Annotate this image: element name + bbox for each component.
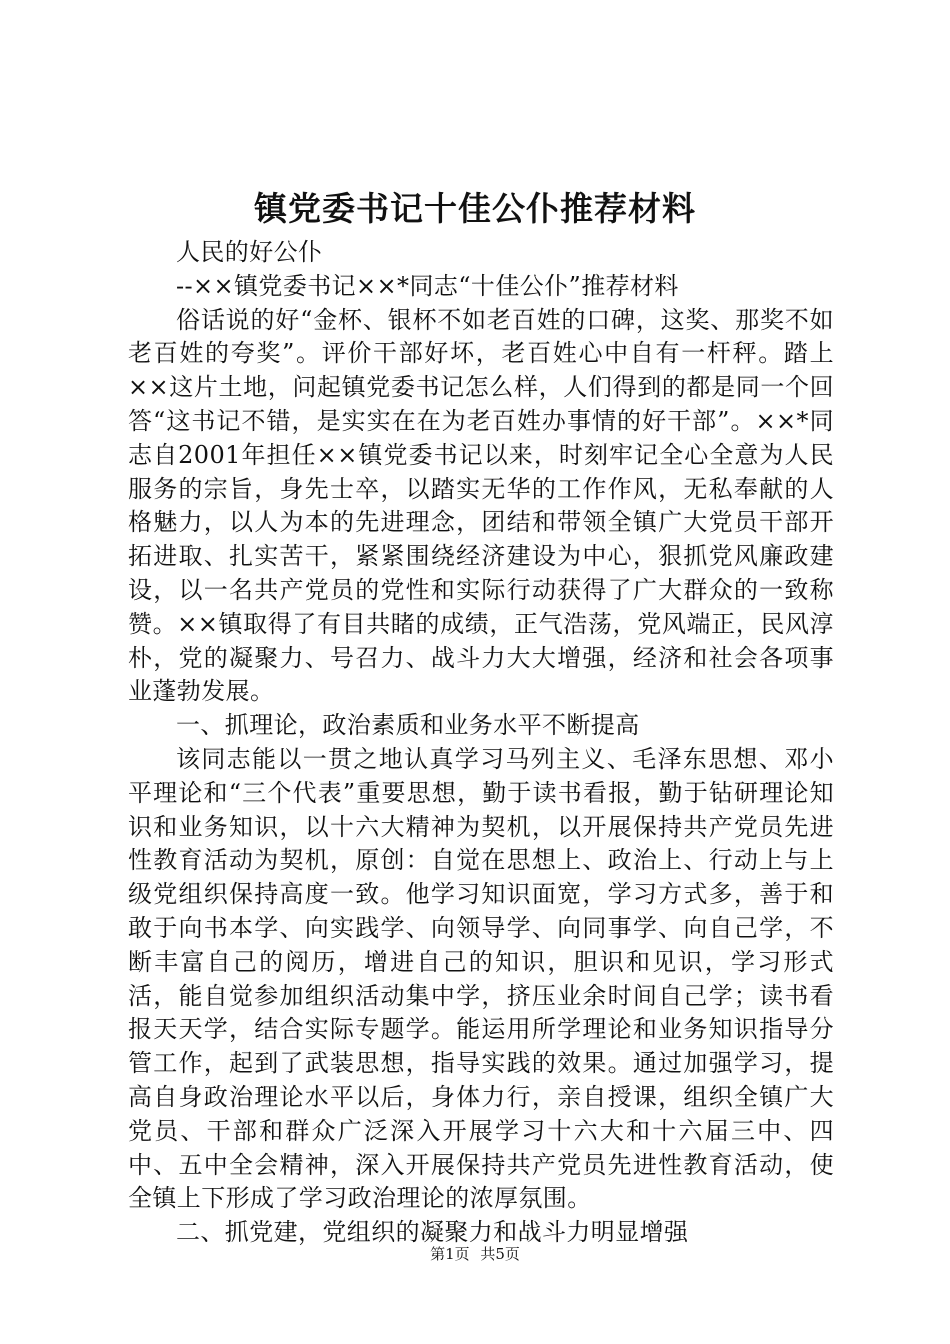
page-number: 第1页 — [430, 1245, 470, 1263]
page-total: 共5页 — [480, 1245, 520, 1263]
document-title: 镇党委书记十佳公仆推荐材料 — [254, 189, 696, 228]
body-paragraph: 俗话说的好“金杯、银杯不如老百姓的口碑，这奖、那奖不如老百姓的夸奖”。评价干部好坏，老百姓心中自有一杆秤。踏上××这片土地，问起镇党委书记怎么样，人们得到的都是同一个回答“这书记不错，是实实在在为老百姓办事情的好干部”。××*同志自2001年担任××镇党委书记以来，时刻牢记全心全意为人民服务的宗旨，身先士卒，以踏实无华的工作作风，无私奉献的人格魅力，以人为本的先进理念，团结和带领全镇广大党员干部开拓进取、扎实苦干，紧紧围绕经济建设为中心，狠抓党风廉政建设，以一名共产党员的党性和实际行动获得了广大群众的一致称赞。××镇取得了有目共睹的成绩，正气浩荡，党风端正，民风淳朴，党的凝聚力、号召力、战斗力大大增强，经济和社会各项事业蓬勃发展。 — [128, 305, 834, 706]
page-footer — [0, 1244, 950, 1264]
body-paragraph: 该同志能以一贯之地认真学习马列主义、毛泽东思想、邓小平理论和“三个代表”重要思想，勤于读书看报，勤于钻研理论知识和业务知识，以十六大精神为契机，以开展保持共产党员先进性教育活动为契机，原创：自觉在思想上、政治上、行动上与上级党组织保持高度一致。他学习知识面宽，学习方式多，善于和敢于向书本学、向实践学、向领导学、向同事学、向自己学，不断丰富自己的阅历，增进自己的知识，胆识和见识，学习形式活，能自觉参加组织活动集中学，挤压业余时间自己学；读书看报天天学，结合实际专题学。能运用所学理论和业务知识指导分管工作，起到了武装思想，指导实践的效果。通过加强学习，提高自身政治理论水平以后，身体力行，亲自授课，组织全镇广大党员、干部和群众广泛深入开展学习十六大和十六届三中、四中、五中全会精神，深入开展保持共产党员先进性教育活动，使全镇上下形成了学习政治理论的浓厚氛围。 — [128, 744, 834, 1213]
section-heading: 二、抓党建，党组织的凝聚力和战斗力明显增强 — [176, 1218, 689, 1247]
section-heading: 一、抓理论，政治素质和业务水平不断提高 — [176, 711, 640, 740]
subtitle-line: 人民的好公仆 — [176, 238, 323, 266]
subtitle-detail-line: --××镇党委书记××*同志“十佳公仆”推荐材料 — [176, 271, 679, 300]
document-body — [128, 236, 834, 1250]
